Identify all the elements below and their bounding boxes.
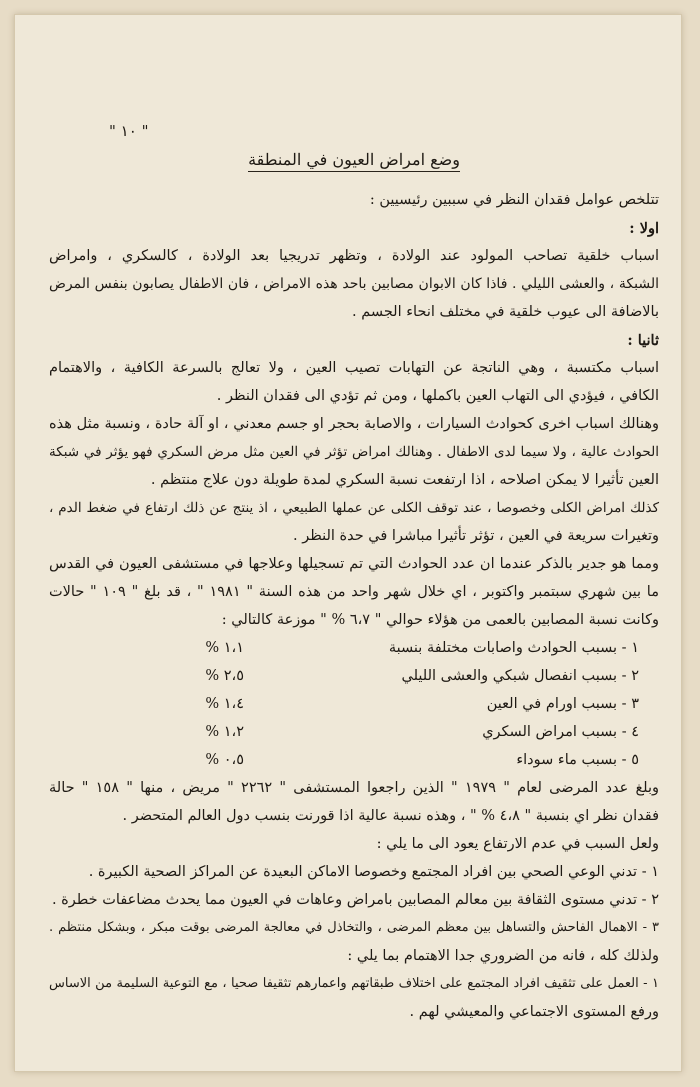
conclusion-line: ولذلك كله ، فانه من الضروري جدا الاهتمام بما يلي : — [347, 948, 659, 964]
stats-item-value: ١،٢ % — [205, 724, 244, 740]
stats-item-label: ٥ - بسبب ماء سوداء — [516, 752, 639, 768]
stats-item-value: ١،١ % — [205, 640, 244, 656]
reason-item: ١ - تدني الوعي الصحي بين افراد المجتمع وخصوصا الاماكن البعيدة عن المراكز الصحية الكبيرة . — [88, 864, 659, 880]
stats-item-label: ٢ - بسبب انفصال شبكي والعشى الليلي — [401, 668, 639, 684]
first-heading: اولا : — [629, 220, 659, 237]
second-line: اسباب مكتسبة ، وهي الناتجة عن التهابات تصيب العين ، ولا تعالج بالسرعة الكافية ، والاهتمام — [49, 360, 659, 376]
stats-item-label: ٤ - بسبب امراض السكري — [482, 724, 639, 740]
conclusion-item: ١ - العمل على تثقيف افراد المجتمع على اختلاف طبقاتهم واعمارهم تثقيفا صحيا ، مع التوعية السليمة من الاساس — [49, 976, 659, 991]
stats-item-value: ٢،٥ % — [205, 668, 244, 684]
reason-item: ٢ - تدني مستوى الثقافة بين معالم المصابين بامراض وعاهات في العيون مما يحدث مضاعفات خطرة . — [51, 892, 659, 908]
stats-item-value: ٠،٥ % — [205, 752, 244, 768]
stats-item-label: ٣ - بسبب اورام في العين — [486, 696, 639, 712]
second-line: وتغيرات سريعة في العين ، تؤثر تأثيرا مباشرا في حدة النظر . — [292, 528, 659, 544]
stats-line: وكانت نسبة المصابين بالعمى من هؤلاء حوالي " ٦،٧ % " موزعة كالتالي : — [221, 612, 659, 628]
reason-intro: ولعل السبب في عدم الارتفاع يعود الى ما يلي : — [376, 836, 659, 852]
patients-line: فقدان نظر اي بنسبة " ٤،٨ % " ، وهذه نسبة عالية اذا قورنت بنسب دول العالم المتحضر . — [122, 808, 659, 824]
second-line: كذلك امراض الكلى وخصوصا ، عند توقف الكلى عن عملها الطبيعي ، اذ ينتج عن ذلك ارتفاع في ضغط الدم ، — [49, 500, 659, 516]
first-line: اسباب خلقية تصاحب المولود عند الولادة ، وتظهر تدريجيا بعد الولادة ، كالسكري ، وامراض — [49, 248, 659, 264]
page-title — [49, 150, 659, 169]
stats-item-value: ١،٤ % — [205, 696, 244, 712]
stats-line: ومما هو جدير بالذكر عندما ان عدد الحوادث التي تم تسجيلها وعلاجها في مستشفى العيون في القدس — [49, 556, 659, 572]
conclusion-item: ورفع المستوى الاجتماعي والمعيشي لهم . — [409, 1004, 659, 1020]
second-line: الكافي ، فيؤدي الى التهاب العين باكملها ، ومن ثم تؤدي الى فقدان النظر . — [216, 388, 659, 404]
second-line: وهنالك اسباب اخرى كحوادث السيارات ، والاصابة بحجر او جسم معدني ، او آلة حادة ، ونسبة مثل هذه — [49, 416, 659, 432]
second-heading: ثانيا : — [627, 332, 659, 349]
stats-item-label: ١ - بسبب الحوادث واصابات مختلفة بنسبة — [388, 640, 639, 656]
stats-line: ما بين شهري سبتمبر واكتوبر ، اي خلال شهر واحد من هذه السنة " ١٩٨١ " ، قد بلغ " ١٠٩ " حالات — [49, 584, 659, 600]
second-line: الحوادث عالية ، ولا سيما لدى الاطفال . وهنالك امراض تؤثر في العين مثل مرض السكري فهو يؤثر في شبكة — [49, 444, 659, 460]
patients-line: وبلغ عدد المرضى لعام " ١٩٧٩ " الذين راجعوا المستشفى " ٢٢٦٢ " مريض ، منها " ١٥٨ " حالة — [49, 780, 660, 796]
reason-item: ٣ - الاهمال الفاحش والتساهل بين معظم المرضى ، والتخاذل في معالجة المرضى بوقت مبكر ، وبشكل منتظم . — [49, 920, 659, 935]
page-title-text: وضع امراض العيون في المنطقة — [248, 150, 460, 172]
document-page — [14, 14, 682, 1072]
first-line: الشبكة ، والعشى الليلي . فاذا كان الابوان مصابين باحد هذه الامراض ، فان الاطفال يصابون بنفس المرض — [49, 276, 659, 292]
second-line: العين تأثيرا لا يمكن اصلاحه ، اذا ارتفعت نسبة السكري لمدة طويلة دون علاج منتظم . — [150, 472, 659, 488]
first-line: بالاضافة الى عيوب خلقية في مختلف انحاء الجسم . — [352, 304, 659, 320]
page-number: " ١٠ " — [109, 122, 149, 140]
intro-line: تتلخص عوامل فقدان النظر في سببين رئيسيين : — [369, 192, 659, 208]
